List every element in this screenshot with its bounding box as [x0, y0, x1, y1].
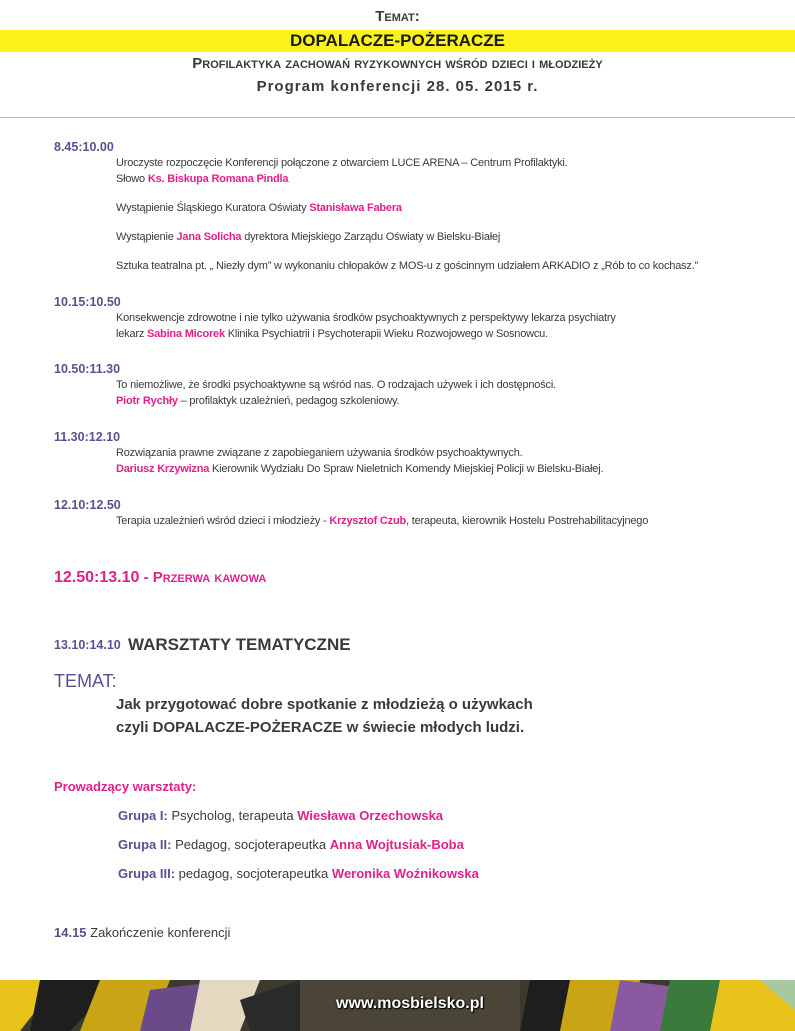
session-text-part: Kierownik Wydziału Do Spraw Nieletnich Komendy Miejskiej Policji w Bielsku-Białej.: [209, 463, 604, 475]
session-time: 12.10:12.50: [54, 498, 121, 512]
workshop-group: [118, 837, 464, 852]
session-text: [116, 515, 648, 527]
workshop-group: [118, 808, 443, 823]
group-leader-name: Wiesława Orzechowska: [297, 808, 444, 823]
speaker-name: Jana Solicha: [176, 231, 242, 243]
workshop-topic-line: czyli DOPALACZE-POŻERACZE w świecie młodych ludzi.: [116, 719, 525, 736]
speaker-name: Piotr Rychły: [116, 395, 178, 407]
session-text: [116, 395, 399, 407]
conference-end: [54, 925, 230, 940]
workshop-topic-label: TEMAT:: [54, 671, 117, 691]
coffee-break: [54, 569, 266, 587]
group-label: Grupa II:: [118, 837, 172, 852]
group-label: Grupa III:: [118, 866, 176, 881]
speaker-name: Stanisława Fabera: [309, 202, 402, 214]
end-label: Zakończenie konferencji: [86, 925, 231, 940]
session-text-part: , terapeuta, kierownik Hostelu Postrehabilitacyjnego: [406, 515, 649, 527]
program-date: Program konferencji 28. 05. 2015 r.: [256, 78, 539, 95]
header-divider: [0, 117, 795, 118]
session-text-part: Terapia uzależnień wśród dzieci i młodzieży -: [116, 515, 330, 527]
workshop-time: 13.10:14.10: [54, 638, 121, 652]
break-time: 12.50:13.10: [54, 569, 140, 586]
session-time: 10.50:11.30: [54, 362, 121, 376]
session-text: To niemożliwe, że środki psychoaktywne są wśród nas. O rodzajach używek i ich dostępności.: [116, 379, 556, 391]
group-label: Grupa I:: [118, 808, 168, 823]
session-time: 8.45:10.00: [54, 140, 114, 154]
session-text: [116, 463, 603, 475]
speaker-name: Ks. Biskupa Romana Pindla: [147, 173, 289, 185]
end-time: 14.15: [54, 925, 87, 940]
workshop-topic-line: Jak przygotować dobre spotkanie z młodzieżą o używkach: [116, 696, 533, 713]
group-leader-name: Anna Wojtusiak-Boba: [329, 837, 464, 852]
group-role: pedagog, socjoterapeutka: [175, 866, 332, 881]
workshop-group: [118, 866, 479, 881]
workshop-leaders-label: Prowadzący warsztaty:: [54, 779, 197, 794]
session-time: 10.15:10.50: [54, 295, 121, 309]
session-text-part: dyrektora Miejskiego Zarządu Oświaty w Bielsku-Białej: [241, 231, 501, 243]
session-time: 11.30:12.10: [54, 430, 121, 444]
session-text: [116, 173, 288, 185]
speaker-name: Krzysztof Czub: [329, 515, 406, 527]
session-text: [116, 328, 548, 340]
session-text-part: Wystąpienie: [116, 231, 177, 243]
session-text-part: Słowo: [116, 173, 148, 185]
session-text: Uroczyste rozpoczęcie Konferencji połączone z otwarciem LUCE ARENA – Centrum Profilaktyki.: [116, 157, 568, 169]
session-text: Konsekwencje zdrowotne i nie tylko używania środków psychoaktywnych z perspektywy lekarza psychiatry: [116, 312, 616, 324]
conference-title: DOPALACZE-POŻERACZE: [289, 31, 505, 50]
group-role: Psycholog, terapeuta: [167, 808, 298, 823]
conference-subtitle: Profilaktyka zachowań ryzykownych wśród dzieci i młodzieży: [192, 55, 603, 72]
website-link[interactable]: www.mosbielsko.pl: [336, 995, 484, 1012]
workshop-title: WARSZTATY TEMATYCZNE: [128, 635, 351, 654]
topic-label: Temat:: [375, 8, 420, 25]
speaker-name: Sabina Micorek: [147, 328, 225, 340]
session-text: Rozwiązania prawne związane z zapobieganiem używania środków psychoaktywnych.: [116, 447, 523, 459]
session-text: [116, 202, 402, 214]
session-text: [116, 231, 500, 243]
session-text: Sztuka teatralna pt. „ Niezły dym” w wykonaniu chłopaków z MOS-u z gościnnym udziałem ARKADIO z „Rób to co kochasz.”: [116, 260, 699, 272]
session-text-part: lekarz: [116, 328, 147, 340]
group-role: Pedagog, socjoterapeutka: [171, 837, 330, 852]
session-text-part: – profilaktyk uzależnień, pedagog szkoleniowy.: [177, 395, 400, 407]
session-text-part: Klinika Psychiatrii i Psychoterapii Wieku Rozwojowego w Sosnowcu.: [224, 328, 548, 340]
group-leader-name: Weronika Woźnikowska: [331, 866, 479, 881]
speaker-name: Dariusz Krzywizna: [116, 463, 210, 475]
break-label: - Przerwa kawowa: [139, 569, 267, 586]
session-text-part: Wystąpienie Śląskiego Kuratora Oświaty: [116, 202, 310, 214]
